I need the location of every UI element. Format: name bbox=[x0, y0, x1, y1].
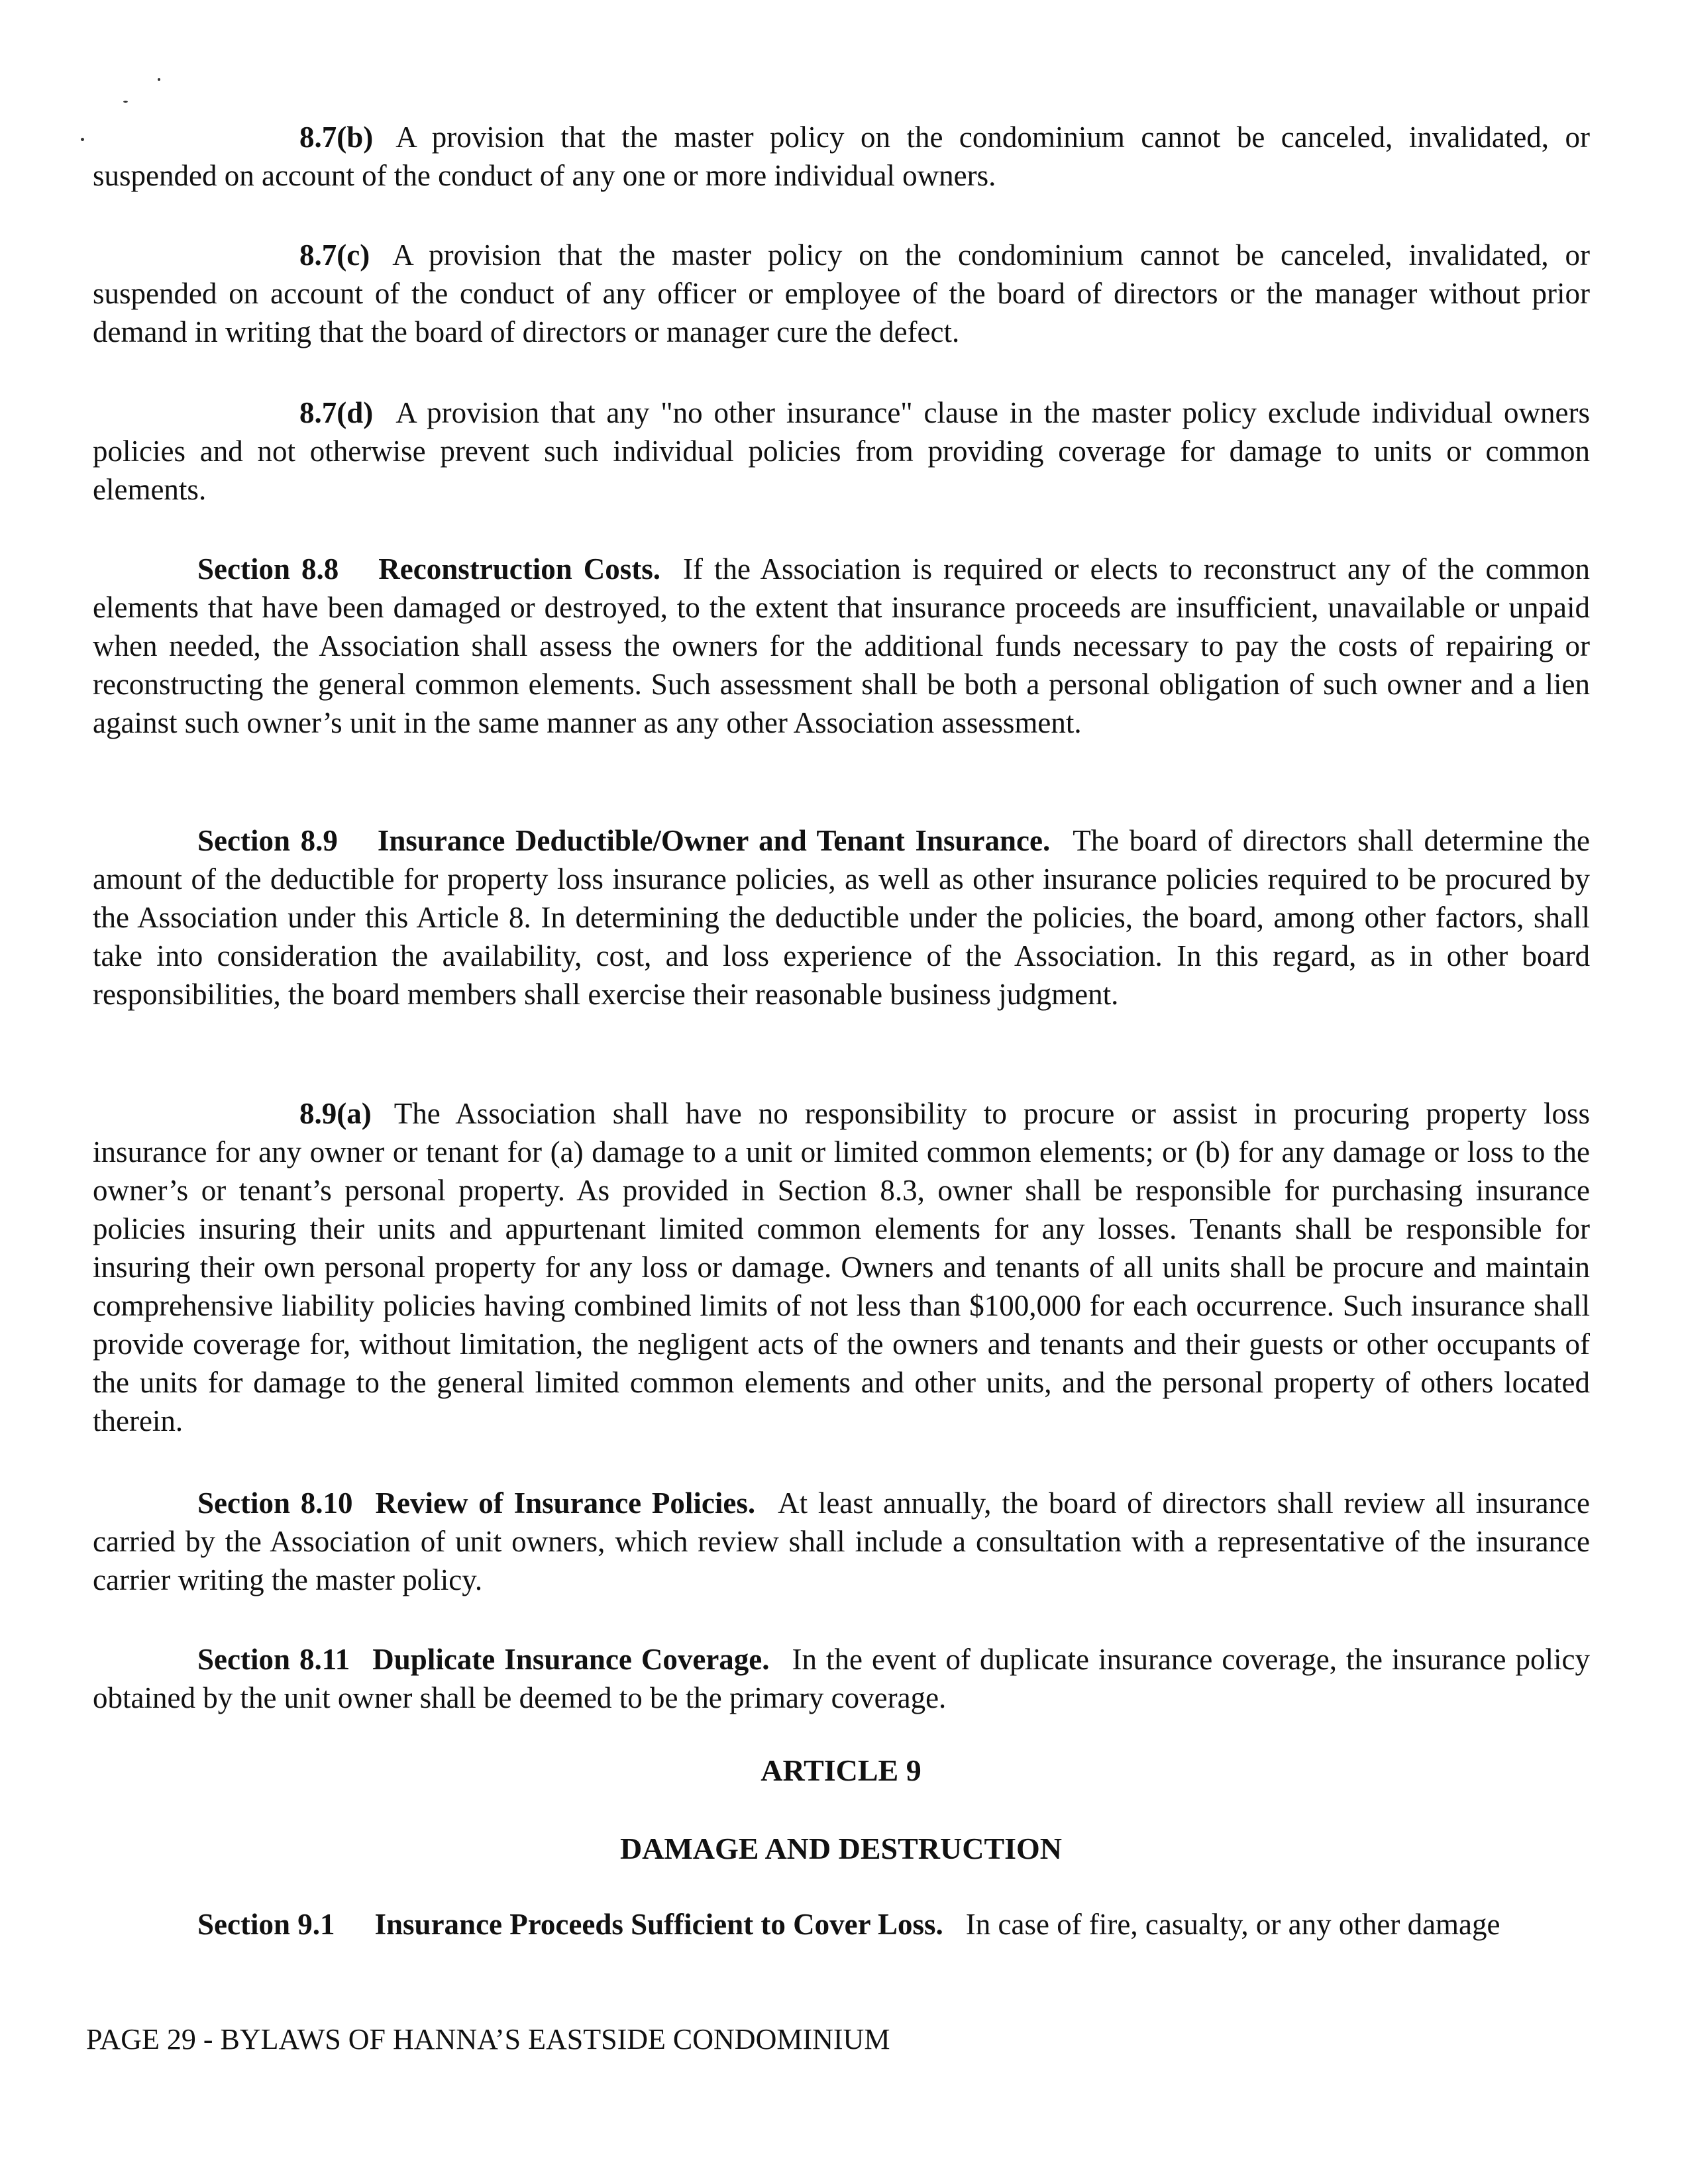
section-8-8 bbox=[93, 550, 1590, 742]
paragraph-text: A provision that the master policy on the condominium cannot be canceled, invalidated, or suspended on account of the conduct of any officer or employee of the board of directors or the manager without prior demand in writing that the board of directors or manager cure the defect. bbox=[93, 238, 1590, 348]
scan-speck bbox=[123, 101, 128, 103]
section-label: Section 8.10 bbox=[197, 1486, 353, 1520]
section-text: In case of fire, casualty, or any other damage bbox=[965, 1908, 1500, 1941]
scan-speck bbox=[158, 78, 160, 81]
article-number: ARTICLE 9 bbox=[761, 1753, 921, 1787]
paragraph-label: 8.9(a) bbox=[299, 1097, 372, 1130]
scan-speck bbox=[81, 138, 84, 141]
paragraph-text: A provision that the master policy on the condominium cannot be canceled, invalidated, or suspended on account of the conduct of any one or more individual owners. bbox=[93, 121, 1590, 192]
section-8-9 bbox=[93, 821, 1590, 1014]
section-label: Section 8.8 bbox=[197, 552, 339, 586]
paragraph-8-9-a bbox=[93, 1094, 1590, 1440]
article-title: DAMAGE AND DESTRUCTION bbox=[619, 1832, 1063, 1865]
section-9-1 bbox=[93, 1905, 1590, 1944]
paragraph-8-7-c bbox=[93, 236, 1590, 351]
paragraph-text: The Association shall have no responsibility to procure or assist in procuring property loss insurance for any owner or tenant for (a) damage to a unit or limited common elements; or (b) for any damage or loss to the owner’s or tenant’s personal property. As provided in Section 8.3, owner shall be responsible for purchasing insurance policies insuring their units and appurtenant limited common elements for any losses. Tenants shall be responsible for insuring their own personal property for any loss or damage. Owners and tenants of all units shall be procure and maintain comprehensive liability policies having combined limits of not less than $100,000 for each occurrence. Such insurance shall provide coverage for, without limitation, the negligent acts of the owners and tenants and their guests or other occupants of the units for damage to the general limited common elements and other units, and the personal property of others located therein. bbox=[93, 1097, 1590, 1437]
section-title: Insurance Proceeds Sufficient to Cover Loss. bbox=[374, 1908, 943, 1941]
section-title: Duplicate Insurance Coverage. bbox=[372, 1643, 770, 1676]
section-text: If the Association is required or elects to reconstruct any of the common elements that have been damaged or destroyed, to the extent that insurance proceeds are insufficient, unavailable or unpaid when needed, the Association shall assess the owners for the additional funds necessary to pay the costs of repairing or reconstructing the general common elements. Such assessment shall be both a personal obligation of such owner and a lien against such owner’s unit in the same manner as any other Association assessment. bbox=[93, 552, 1590, 739]
section-label: Section 8.9 bbox=[197, 824, 338, 857]
paragraph-label: 8.7(d) bbox=[299, 396, 374, 429]
section-label: Section 8.11 bbox=[197, 1643, 350, 1676]
page-footer: PAGE 29 - BYLAWS OF HANNA’S EASTSIDE CONDOMINIUM bbox=[86, 2023, 890, 2055]
section-8-10 bbox=[93, 1484, 1590, 1599]
section-title: Insurance Deductible/Owner and Tenant Insurance. bbox=[377, 824, 1051, 857]
paragraph-label: 8.7(c) bbox=[299, 238, 370, 272]
paragraph-8-7-d bbox=[93, 393, 1590, 509]
section-title: Reconstruction Costs. bbox=[378, 552, 661, 586]
section-title: Review of Insurance Policies. bbox=[375, 1486, 756, 1520]
section-text: In the event of duplicate insurance coverage, the insurance policy obtained by the unit owner shall be deemed to be the primary coverage. bbox=[93, 1643, 1590, 1714]
section-text: At least annually, the board of directors shall review all insurance carried by the Association of unit owners, which review shall include a consultation with a representative of the insurance carrier writing the master policy. bbox=[93, 1486, 1590, 1596]
paragraph-label: 8.7(b) bbox=[299, 121, 374, 154]
section-label: Section 9.1 bbox=[197, 1908, 335, 1941]
paragraph-text: A provision that any "no other insurance" clause in the master policy exclude individual owners policies and not otherwise prevent such individual policies from providing coverage for damage to units or common elements. bbox=[93, 396, 1590, 506]
section-8-11 bbox=[93, 1640, 1590, 1717]
paragraph-8-7-b bbox=[93, 118, 1590, 195]
section-text: The board of directors shall determine the amount of the deductible for property loss insurance policies, as well as other insurance policies required to be procured by the Association under this Article 8. In determining the deductible under the policies, the board, among other factors, shall take into consideration the availability, cost, and loss experience of the Association. In this regard, as in other board responsibilities, the board members shall exercise their reasonable business judgment. bbox=[93, 824, 1590, 1011]
